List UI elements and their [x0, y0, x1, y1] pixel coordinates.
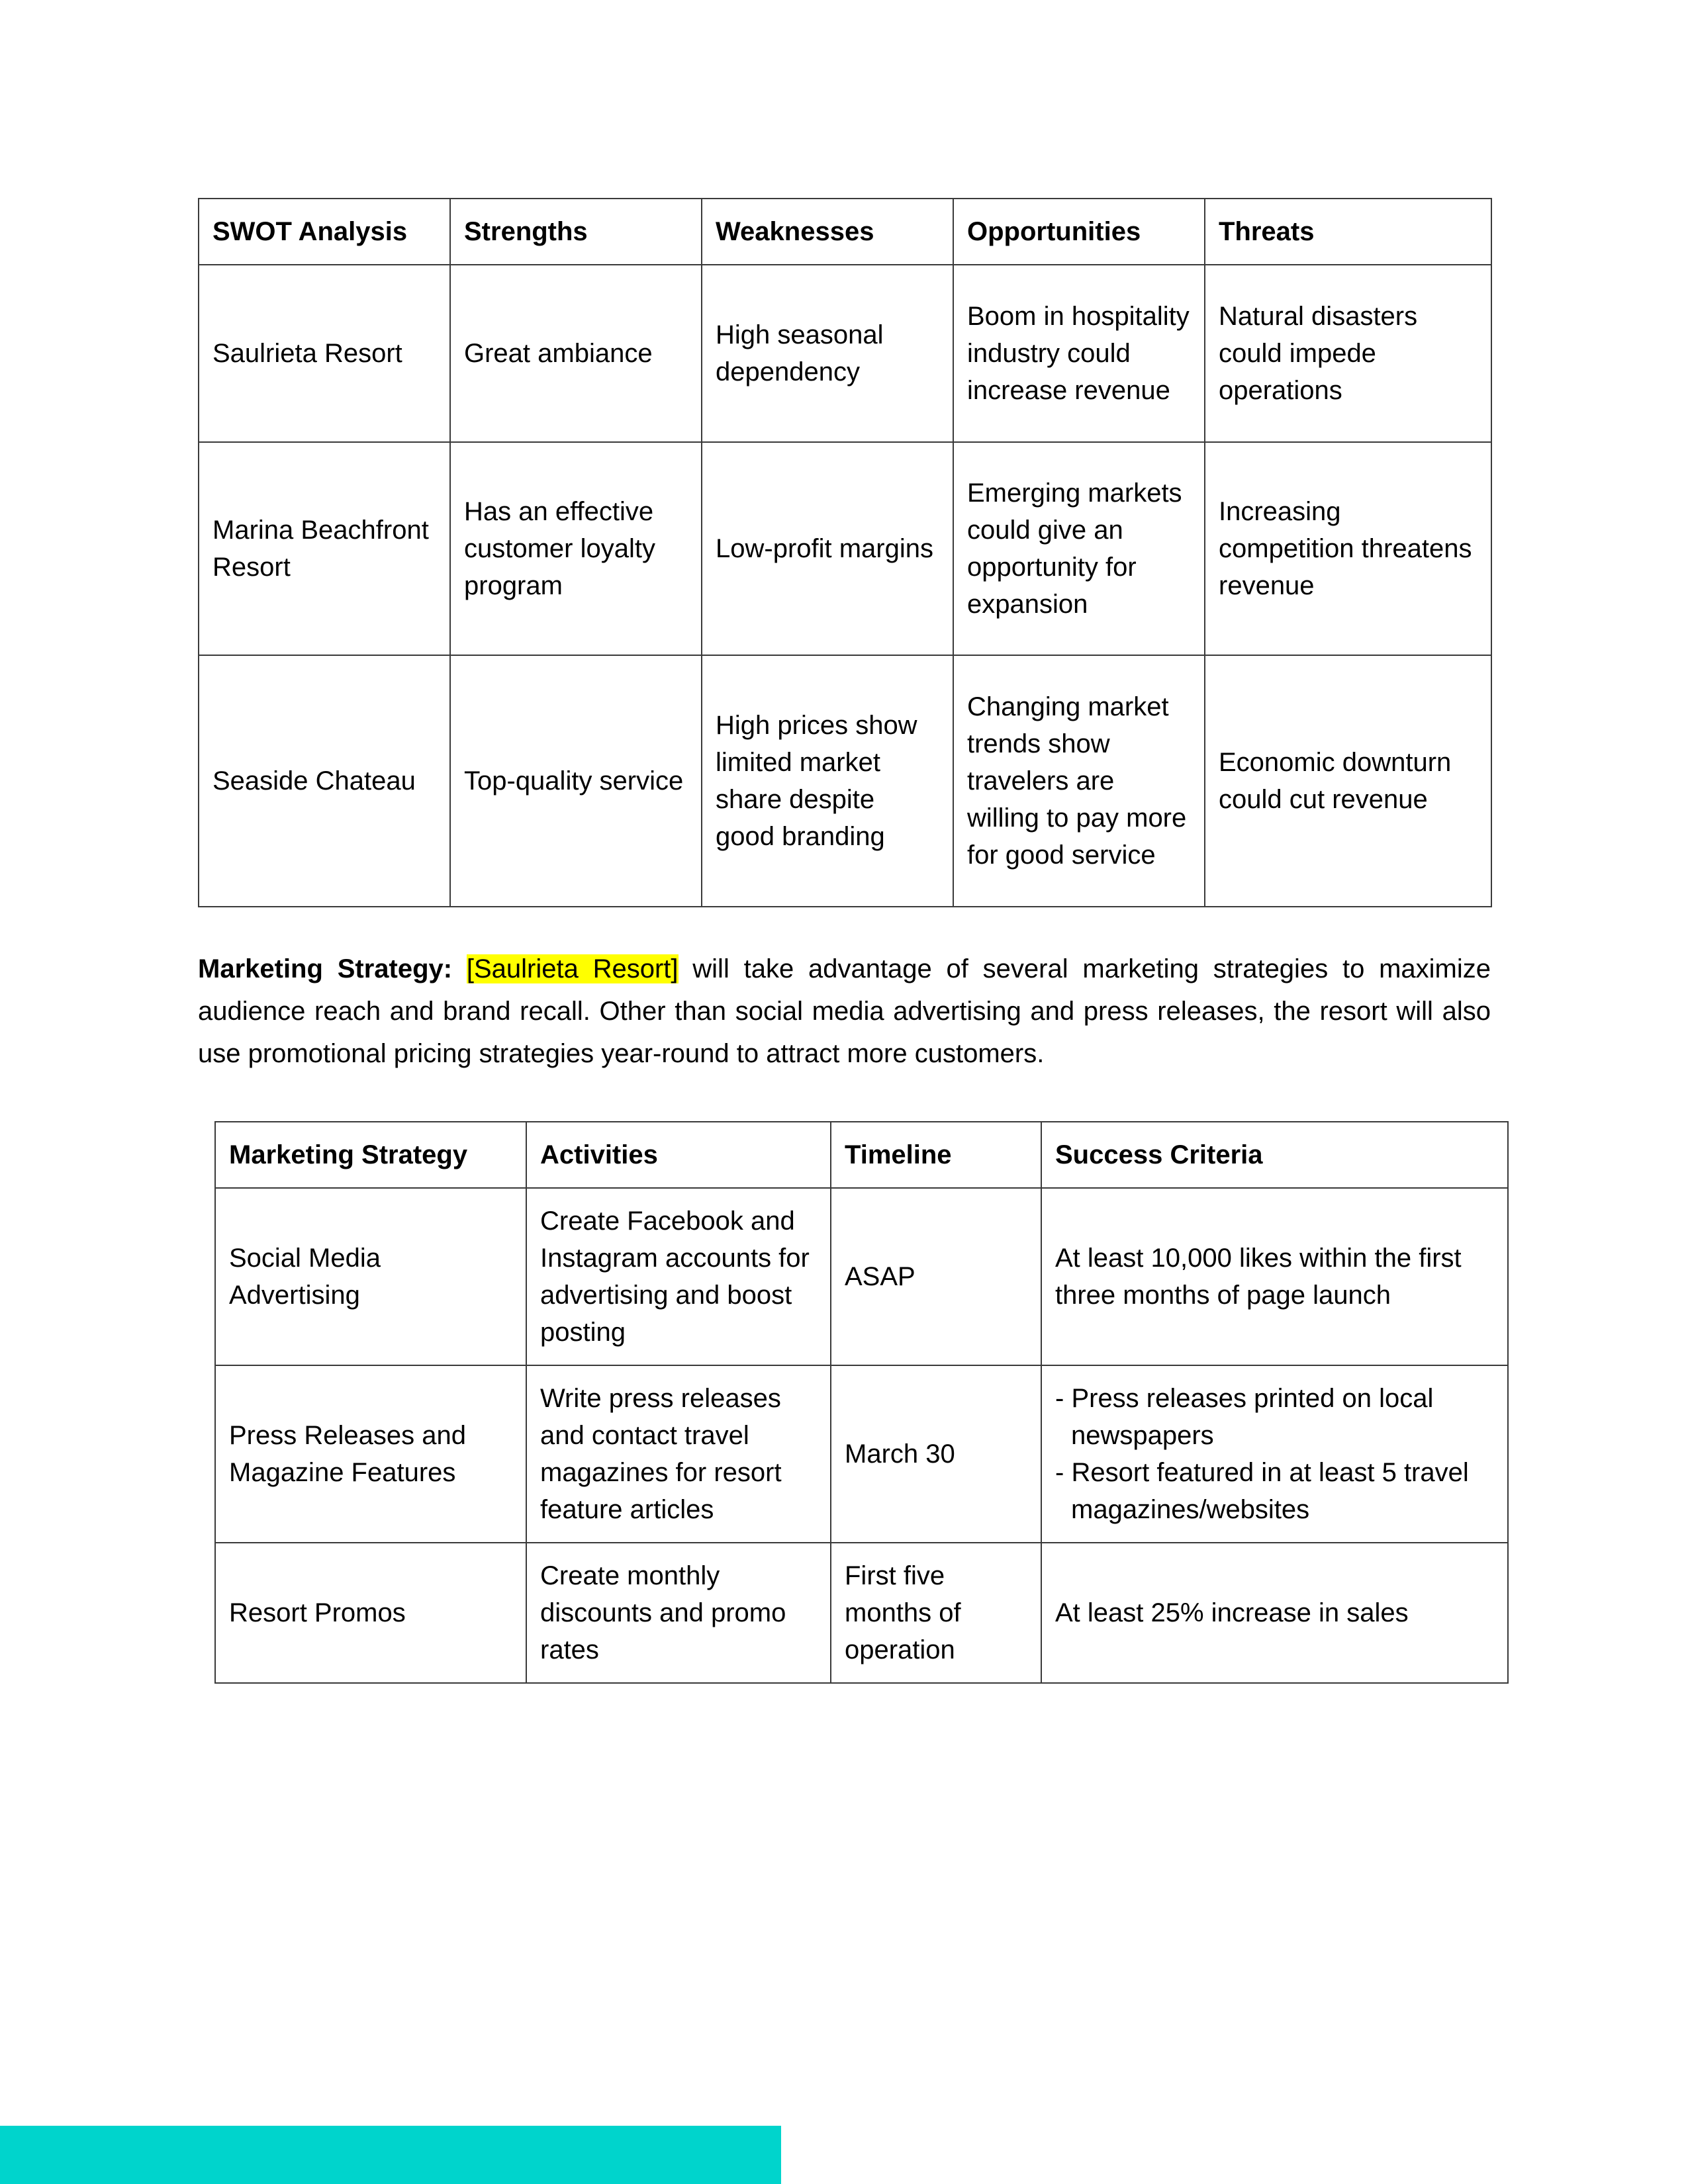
table-row	[199, 655, 1491, 907]
swot-header-cell: Strengths	[450, 199, 702, 265]
swot-strength-cell: Has an effective customer loyalty program	[450, 442, 702, 655]
swot-threat-cell: Economic downturn could cut revenue	[1205, 655, 1491, 907]
swot-header-cell: Weaknesses	[702, 199, 953, 265]
swot-header-cell: SWOT Analysis	[199, 199, 450, 265]
swot-company-cell: Seaside Chateau	[199, 655, 450, 907]
table-row	[199, 265, 1491, 442]
table-row	[215, 1365, 1508, 1543]
swot-threat-cell: Increasing competition threatens revenue	[1205, 442, 1491, 655]
strategy-activities-cell: Write press releases and contact travel magazines for resort feature articles	[526, 1365, 831, 1543]
swot-opportunity-cell: Changing market trends show travelers are willing to pay more for good service	[953, 655, 1205, 907]
strategy-header-row	[215, 1122, 1508, 1188]
marketing-strategy-table	[214, 1121, 1509, 1684]
swot-threat-cell: Natural disasters could impede operations	[1205, 265, 1491, 442]
swot-company-cell: Marina Beachfront Resort	[199, 442, 450, 655]
marketing-strategy-paragraph	[198, 948, 1491, 1075]
strategy-header-cell: Success Criteria	[1041, 1122, 1508, 1188]
swot-header-cell: Opportunities	[953, 199, 1205, 265]
marketing-strategy-body: will take advantage of several marketing strategies to maximize audience reach and brand recall. Other than social media advertising and press releases, the resort will also use promotional pricing strategies year-round to attract more customers.	[198, 954, 1491, 1068]
table-row	[199, 442, 1491, 655]
swot-company-cell: Saulrieta Resort	[199, 265, 450, 442]
swot-opportunity-cell: Boom in hospitality industry could increase revenue	[953, 265, 1205, 442]
strategy-name-cell: Social Media Advertising	[215, 1188, 526, 1365]
strategy-criteria-cell: At least 10,000 likes within the first three months of page launch	[1041, 1188, 1508, 1365]
strategy-name-cell: Resort Promos	[215, 1543, 526, 1683]
criteria-list	[1055, 1380, 1494, 1528]
table-row	[215, 1188, 1508, 1365]
swot-weakness-cell: Low-profit margins	[702, 442, 953, 655]
strategy-timeline-cell: ASAP	[831, 1188, 1041, 1365]
swot-opportunity-cell: Emerging markets could give an opportunity for expansion	[953, 442, 1205, 655]
strategy-name-cell: Press Releases and Magazine Features	[215, 1365, 526, 1543]
strategy-header-cell: Activities	[526, 1122, 831, 1188]
table-row	[215, 1543, 1508, 1683]
swot-weakness-cell: High prices show limited market share despite good branding	[702, 655, 953, 907]
strategy-activities-cell: Create monthly discounts and promo rates	[526, 1543, 831, 1683]
list-item: - Press releases printed on local newspapers	[1055, 1380, 1494, 1454]
resort-name-placeholder: [Saulrieta Resort]	[466, 954, 679, 983]
swot-header-row	[199, 199, 1491, 265]
footer-accent-bar	[0, 2126, 781, 2184]
swot-weakness-cell: High seasonal dependency	[702, 265, 953, 442]
marketing-strategy-label: Marketing Strategy:	[198, 954, 453, 983]
strategy-header-cell: Timeline	[831, 1122, 1041, 1188]
swot-strength-cell: Top-quality service	[450, 655, 702, 907]
swot-header-cell: Threats	[1205, 199, 1491, 265]
strategy-activities-cell: Create Facebook and Instagram accounts for advertising and boost posting	[526, 1188, 831, 1365]
swot-strength-cell: Great ambiance	[450, 265, 702, 442]
strategy-timeline-cell: March 30	[831, 1365, 1041, 1543]
strategy-header-cell: Marketing Strategy	[215, 1122, 526, 1188]
strategy-criteria-cell: At least 25% increase in sales	[1041, 1543, 1508, 1683]
strategy-timeline-cell: First five months of operation	[831, 1543, 1041, 1683]
list-item: - Resort featured in at least 5 travel magazines/websites	[1055, 1454, 1494, 1528]
strategy-criteria-cell	[1041, 1365, 1508, 1543]
swot-analysis-table	[198, 198, 1492, 907]
